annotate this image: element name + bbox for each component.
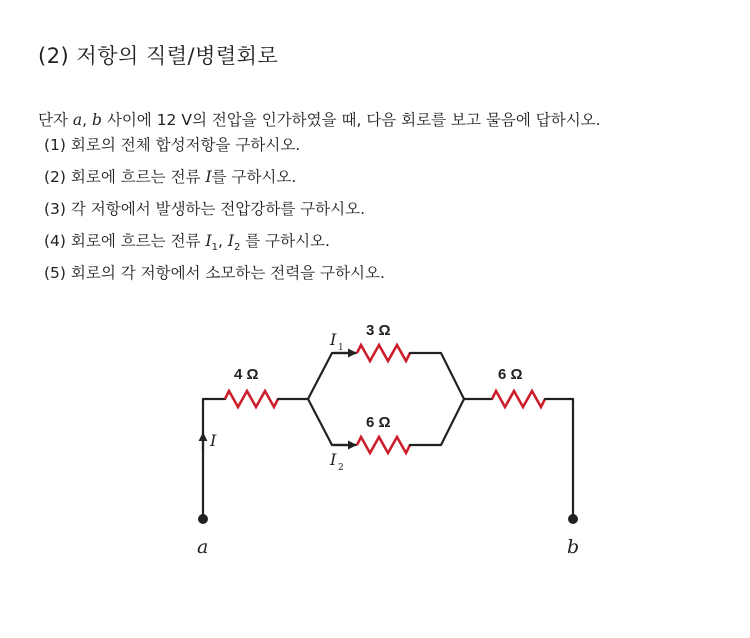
section-title: (2) 저항의 직렬/병렬회로 bbox=[38, 44, 279, 68]
intro-suffix: 사이에 12 V의 전압을 인가하였을 때, 다음 회로를 보고 물음에 답하시오. bbox=[101, 111, 601, 129]
intro-comma: , bbox=[82, 111, 92, 129]
wire-branch-top-right bbox=[410, 353, 464, 399]
intro-terminal-a: a bbox=[72, 111, 83, 129]
label-current-bottom-sub: 2 bbox=[338, 463, 344, 473]
question-1: (1) 회로의 전체 합성저항을 구하시오. bbox=[44, 136, 301, 154]
label-6-ohm-bottom: 6 Ω bbox=[366, 414, 391, 431]
intro-prefix: 단자 bbox=[38, 111, 73, 129]
question-2-var: I bbox=[205, 168, 212, 186]
label-current-top-sub: 1 bbox=[338, 343, 344, 353]
question-5: (5) 회로의 각 저항에서 소모하는 전력을 구하시오. bbox=[44, 264, 385, 282]
label-6-ohm-right: 6 Ω bbox=[498, 366, 523, 383]
question-4-after: 를 구하시오. bbox=[240, 232, 330, 250]
wire-left-vertical bbox=[203, 399, 225, 519]
question-4-before: (4) 회로에 흐르는 전류 bbox=[44, 232, 206, 250]
resistor-6-ohm-right bbox=[492, 391, 545, 407]
question-2-before: (2) 회로에 흐르는 전류 bbox=[44, 168, 206, 186]
intro-terminal-b: b bbox=[91, 111, 102, 129]
label-current-bottom: I bbox=[330, 450, 337, 469]
terminal-a-dot bbox=[198, 514, 208, 524]
wire-branch-bottom-left bbox=[308, 399, 355, 445]
wire-branch-bottom-right bbox=[410, 399, 464, 445]
question-4-sub2: 2 bbox=[233, 242, 241, 254]
wire-right-vertical bbox=[545, 399, 573, 519]
label-current-top: I bbox=[330, 330, 337, 349]
resistor-6-ohm-bottom bbox=[357, 437, 410, 453]
question-4-var2: I bbox=[227, 232, 234, 250]
question-4-sep: , bbox=[217, 232, 228, 250]
wire-branch-top-left bbox=[308, 353, 355, 399]
label-terminal-a: a bbox=[197, 536, 209, 558]
resistor-3-ohm-top bbox=[357, 345, 410, 361]
resistor-4-ohm-left bbox=[225, 391, 278, 407]
question-3: (3) 각 저항에서 발생하는 전압강하를 구하시오. bbox=[44, 200, 366, 218]
terminal-b-dot bbox=[568, 514, 578, 524]
question-4-sub1: 1 bbox=[211, 242, 218, 254]
label-4-ohm: 4 Ω bbox=[234, 366, 259, 383]
question-4-var1: I bbox=[205, 232, 212, 250]
label-3-ohm: 3 Ω bbox=[366, 322, 391, 339]
label-current-main: I bbox=[210, 431, 217, 450]
label-terminal-b: b bbox=[567, 536, 580, 558]
question-2-after: 를 구하시오. bbox=[211, 168, 297, 186]
